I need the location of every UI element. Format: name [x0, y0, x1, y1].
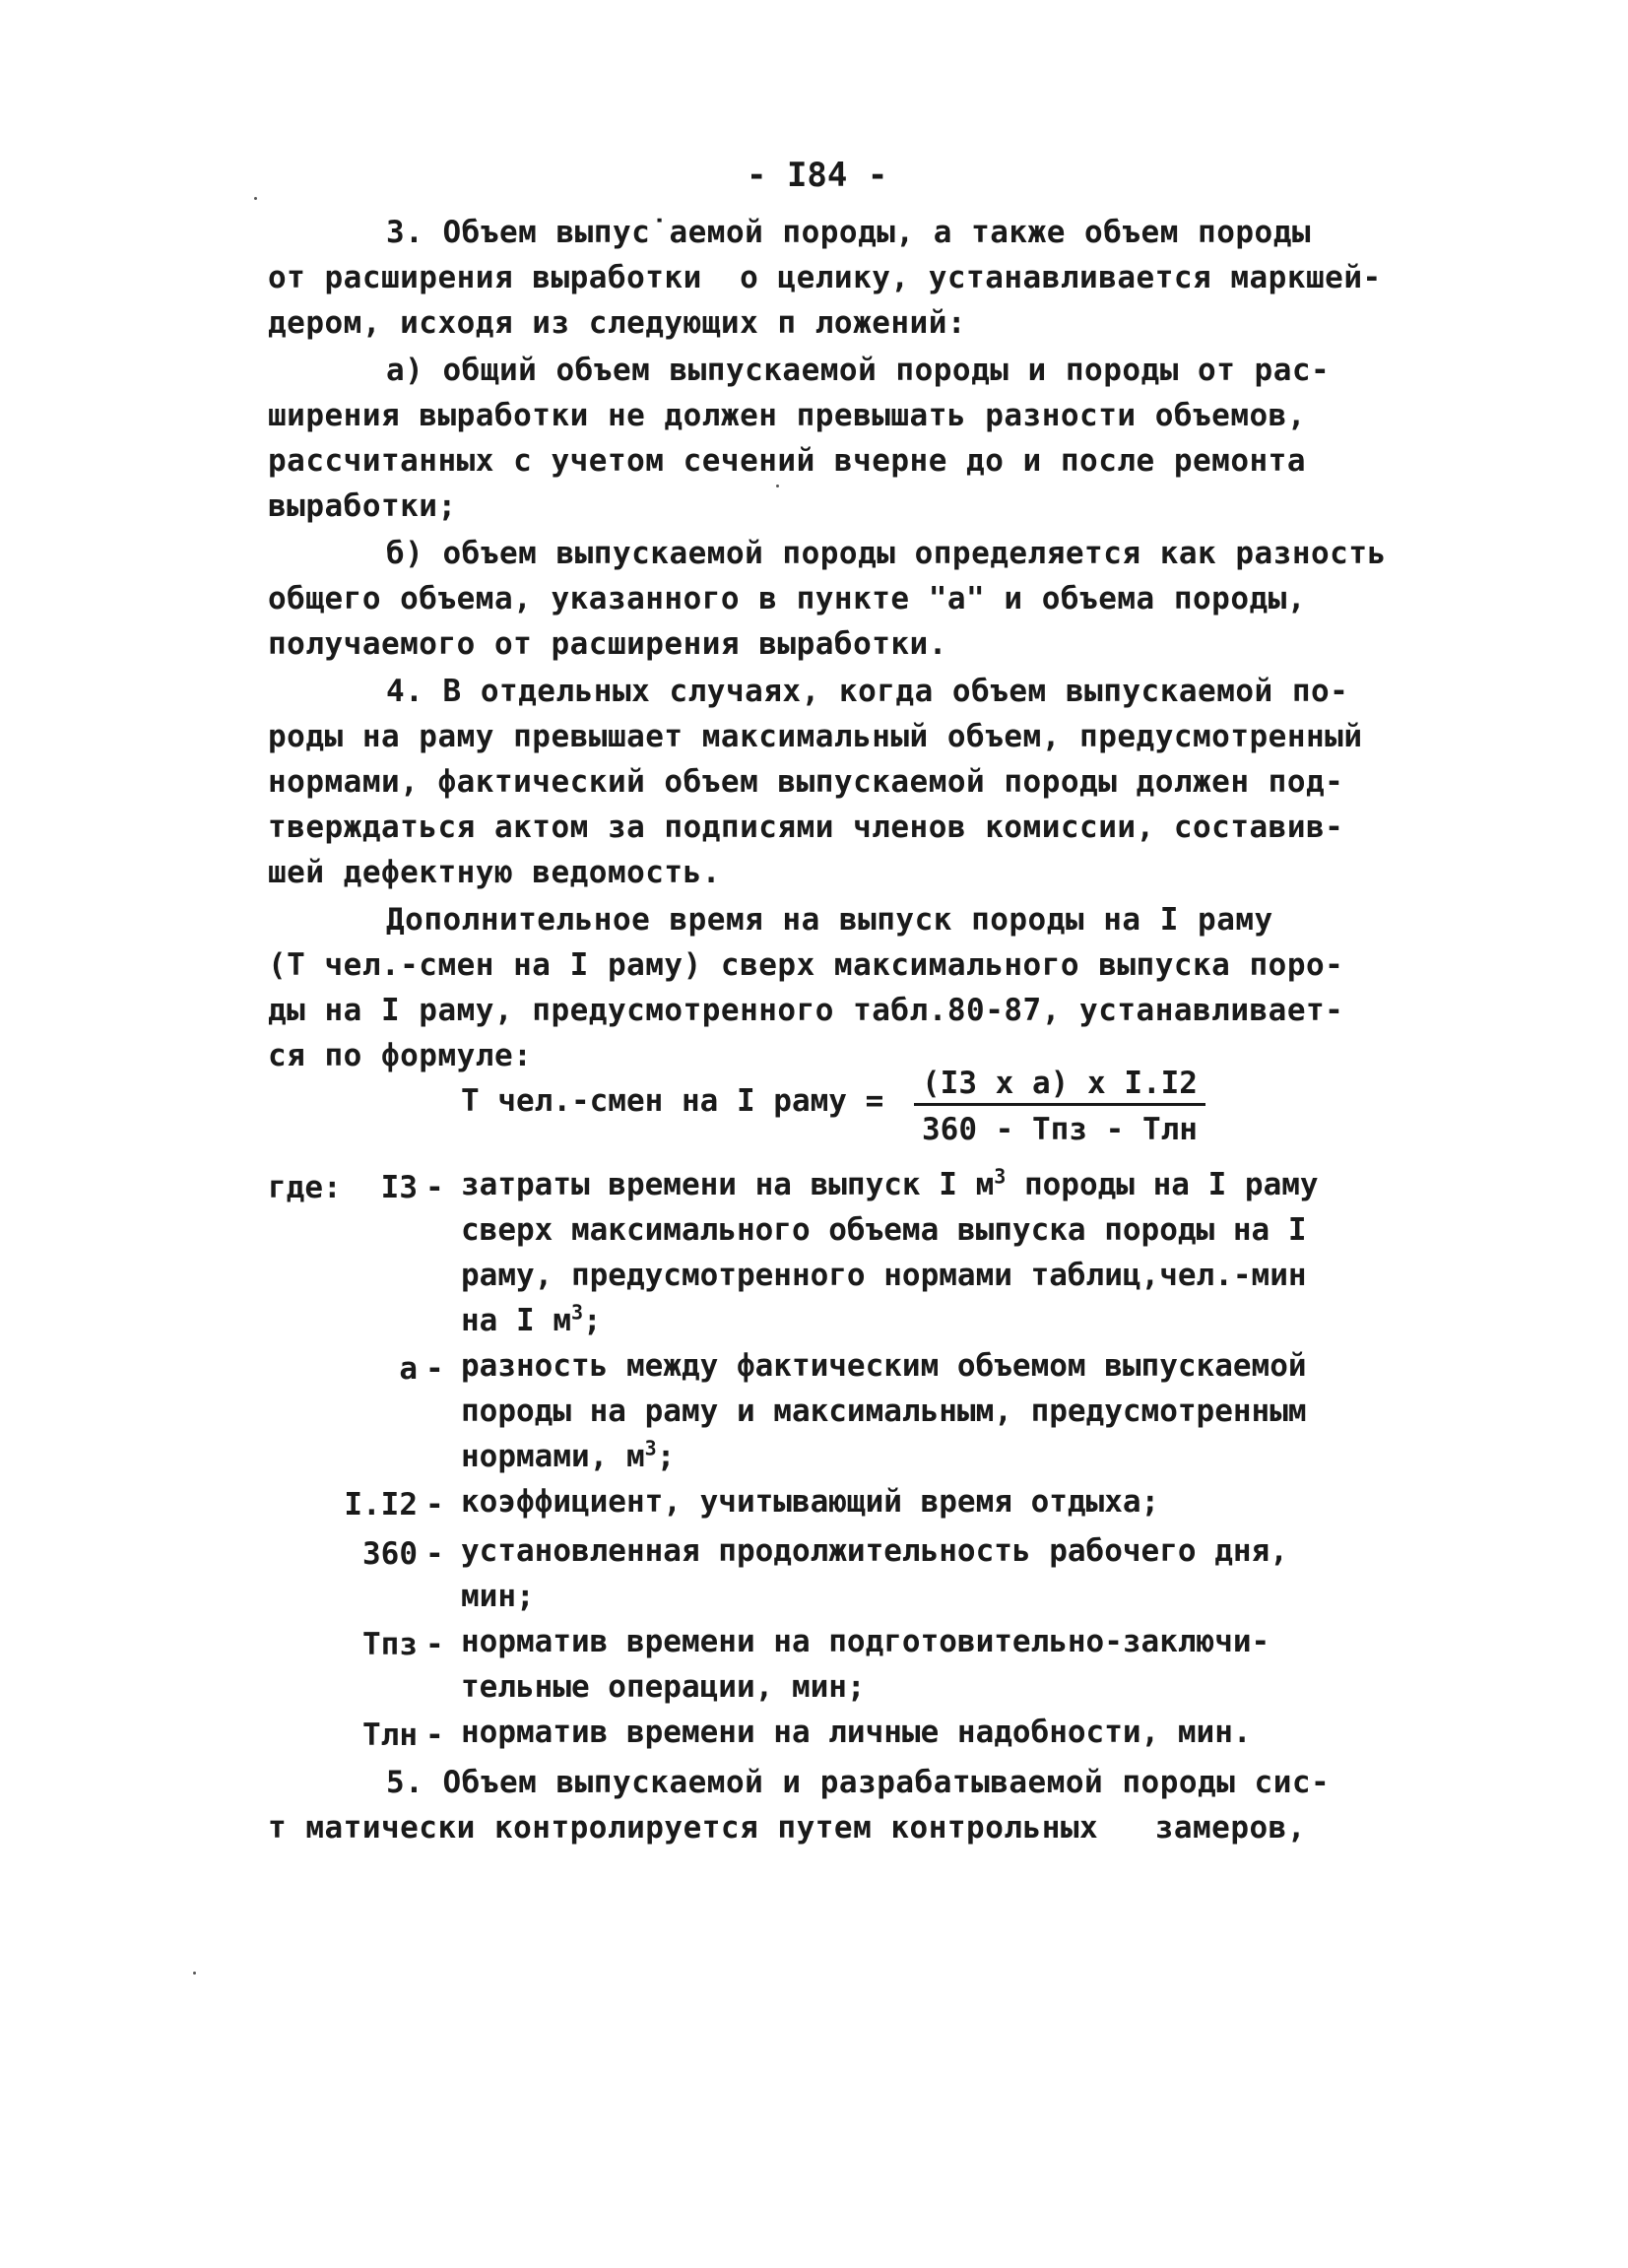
section4-line: шей дефектную ведомость.	[268, 855, 721, 890]
scan-speck	[254, 197, 257, 200]
definition-dash: -	[425, 1536, 444, 1572]
definition-text	[461, 1162, 1319, 1207]
additional-line: Дополнительное время на выпуск породы на I раму	[386, 902, 1273, 938]
definition-dash: -	[425, 1627, 444, 1662]
page-number: - I84 -	[747, 156, 888, 195]
additional-line: (Т чел.-смен на I раму) сверх максимального выпуска поро-	[268, 947, 1344, 983]
definition-line: мин;	[461, 1579, 535, 1614]
section4-line: 4. В отдельных случаях, когда объем выпускаемой по-	[386, 674, 1349, 709]
definition-term: I3	[380, 1170, 418, 1205]
item-a-line: выработки;	[268, 488, 457, 524]
item-a-line: ширения выработки не должен превышать разности объемов,	[268, 398, 1306, 433]
item-b-line: общего объема, указанного в пункте "а" и объема породы,	[268, 581, 1306, 616]
formula-numerator: (I3 x a) x I.I2	[914, 1066, 1205, 1106]
definition-text	[461, 1434, 675, 1479]
section3-line: дером, исходя из следующих п ложений:	[268, 305, 967, 341]
item-b-line: б) объем выпускаемой породы определяется как разность	[386, 536, 1387, 571]
formula-fraction	[914, 1066, 1205, 1147]
section4-line: тверждаться актом за подписями членов комиссии, составив-	[268, 810, 1344, 845]
definition-term: Тпз	[362, 1627, 418, 1662]
section5-line: т матически контролируется путем контрольных замеров,	[268, 1810, 1306, 1846]
definition-line: установленная продолжительность рабочего дня,	[461, 1533, 1288, 1569]
section5-line: 5. Объем выпускаемой и разрабатываемой породы сис-	[386, 1765, 1331, 1800]
definition-line: сверх максимального объема выпуска породы на I	[461, 1212, 1307, 1248]
scan-speck	[193, 1972, 196, 1975]
definition-term: а	[399, 1351, 418, 1387]
additional-line: ся по формуле:	[268, 1038, 533, 1073]
definition-line: коэффициент, учитывающий время отдыха;	[461, 1484, 1160, 1520]
definition-line: на I м	[461, 1303, 571, 1338]
definition-line: норматив времени на подготовительно-заключи-	[461, 1624, 1270, 1659]
definition-line-tail: породы на I раму	[1006, 1167, 1319, 1202]
definition-line-tail: ;	[656, 1439, 676, 1474]
scan-speck	[776, 485, 779, 487]
section3-line: 3. Объем выпус˙аемой породы, а также объем породы	[386, 215, 1312, 250]
definition-line: нормами, м	[461, 1439, 645, 1474]
definition-line: разность между фактическим объемом выпускаемой	[461, 1348, 1307, 1384]
definition-term: I.I2	[344, 1487, 418, 1523]
section4-line: нормами, фактический объем выпускаемой породы должен под-	[268, 764, 1344, 800]
formula-denominator: 360 - Тпз - Тлн	[922, 1112, 1198, 1147]
where-label: где:	[268, 1170, 342, 1205]
definition-line-tail: ;	[583, 1303, 602, 1338]
additional-line: ды на I раму, предусмотренного табл.80-87, устанавливает-	[268, 993, 1344, 1028]
section3-line: от расширения выработки о целику, устанавливается маркшей-	[268, 260, 1382, 295]
formula-label: Т чел.-смен на I раму =	[461, 1083, 884, 1119]
definition-dash: -	[425, 1487, 444, 1523]
definition-dash: -	[425, 1170, 444, 1205]
definition-dash: -	[425, 1351, 444, 1387]
definition-line: породы на раму и максимальным, предусмотренным	[461, 1393, 1307, 1429]
definition-term: Тлн	[362, 1717, 418, 1753]
superscript: 3	[994, 1164, 1007, 1189]
superscript: 3	[570, 1300, 584, 1325]
definition-line: тельные операции, мин;	[461, 1669, 866, 1705]
section4-line: роды на раму превышает максимальный объем, предусмотренный	[268, 719, 1363, 754]
item-b-line: получаемого от расширения выработки.	[268, 626, 947, 662]
item-a-line: рассчитанных с учетом сечений вчерне до и после ремонта	[268, 443, 1306, 479]
item-a-line: а) общий объем выпускаемой породы и породы от рас-	[386, 353, 1331, 388]
definition-text	[461, 1298, 602, 1343]
superscript: 3	[644, 1436, 657, 1460]
definition-line: затраты времени на выпуск I м	[461, 1167, 995, 1202]
definition-line: норматив времени на личные надобности, мин.	[461, 1715, 1252, 1750]
definition-term: 360	[362, 1536, 418, 1572]
definition-dash: -	[425, 1717, 444, 1753]
definition-line: раму, предусмотренного нормами таблиц,чел.-мин	[461, 1258, 1307, 1293]
